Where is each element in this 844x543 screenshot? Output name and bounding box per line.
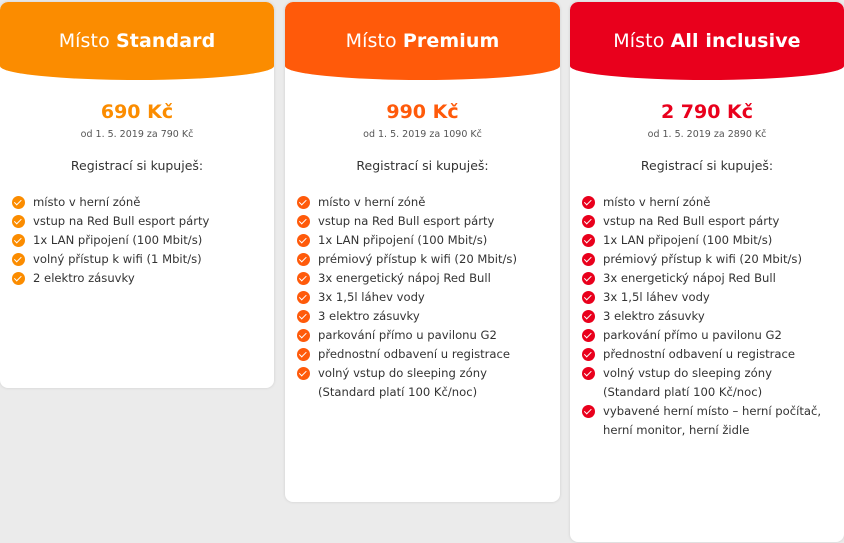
- feature-text: 3 elektro zásuvky: [603, 309, 705, 323]
- check-circle-icon: [582, 367, 595, 380]
- plan-header: [570, 2, 844, 80]
- check-circle-icon: [582, 405, 595, 418]
- plan-old-price: od 1. 5. 2019 za 2890 Kč: [647, 129, 767, 140]
- plan-intro: Registrací si kupuješ:: [356, 158, 489, 173]
- feature-item: [12, 250, 266, 269]
- check-circle-icon: [297, 329, 310, 342]
- feature-item: [297, 326, 552, 345]
- feature-item: [297, 307, 552, 326]
- plan-tier: Premium: [402, 30, 500, 52]
- check-circle-icon: [582, 253, 595, 266]
- check-circle-icon: [297, 348, 310, 361]
- feature-text: vstup na Red Bull esport párty: [318, 214, 495, 228]
- check-circle-icon: [582, 272, 595, 285]
- plan-price: 690 Kč: [100, 101, 174, 123]
- plan-prefix: Místo: [613, 30, 665, 52]
- feature-item: [297, 269, 552, 288]
- feature-item: [582, 231, 836, 250]
- feature-text: místo v herní zóně: [33, 195, 141, 209]
- feature-item: [582, 212, 836, 231]
- feature-text: místo v herní zóně: [318, 195, 426, 209]
- check-circle-icon: [12, 234, 25, 247]
- feature-item: [297, 345, 552, 364]
- feature-text: 3 elektro zásuvky: [318, 309, 420, 323]
- feature-text: místo v herní zóně: [603, 195, 711, 209]
- feature-text: 3x energetický nápoj Red Bull: [318, 271, 491, 285]
- check-circle-icon: [582, 215, 595, 228]
- plan-tier: Standard: [115, 30, 216, 52]
- feature-item: [297, 250, 552, 269]
- plan-old-price: od 1. 5. 2019 za 790 Kč: [80, 129, 194, 140]
- feature-item: [297, 288, 552, 307]
- feature-text: 1x LAN připojení (100 Mbit/s): [318, 233, 488, 247]
- feature-item: [12, 231, 266, 250]
- check-circle-icon: [582, 291, 595, 304]
- feature-text: parkování přímo u pavilonu G2: [318, 328, 497, 342]
- plan-prefix: Místo: [58, 30, 110, 52]
- check-circle-icon: [582, 196, 595, 209]
- check-circle-icon: [297, 291, 310, 304]
- feature-text: 3x energetický nápoj Red Bull: [603, 271, 776, 285]
- check-circle-icon: [297, 196, 310, 209]
- check-circle-icon: [297, 310, 310, 323]
- plan-intro: Registrací si kupuješ:: [640, 158, 774, 173]
- feature-item: [297, 193, 552, 212]
- feature-text: 1x LAN připojení (100 Mbit/s): [33, 233, 203, 247]
- feature-text: přednostní odbavení u registrace: [318, 347, 511, 361]
- feature-text: vstup na Red Bull esport párty: [33, 214, 210, 228]
- check-circle-icon: [12, 196, 25, 209]
- feature-item: [582, 402, 836, 440]
- check-circle-icon: [12, 215, 25, 228]
- check-circle-icon: [12, 253, 25, 266]
- plan-tier: All inclusive: [670, 30, 801, 52]
- feature-list: [570, 193, 844, 440]
- plan-card-premium: [285, 2, 560, 502]
- plan-card-all-inclusive: [570, 2, 844, 542]
- feature-text: prémiový přístup k wifi (20 Mbit/s): [603, 252, 802, 266]
- feature-item: [297, 212, 552, 231]
- check-circle-icon: [582, 310, 595, 323]
- feature-text: prémiový přístup k wifi (20 Mbit/s): [318, 252, 517, 266]
- check-circle-icon: [582, 348, 595, 361]
- check-circle-icon: [297, 234, 310, 247]
- check-circle-icon: [582, 329, 595, 342]
- feature-text: 2 elektro zásuvky: [33, 271, 135, 285]
- feature-text: vybavené herní místo – herní počítač, herní monitor, herní židle: [603, 404, 822, 437]
- check-circle-icon: [297, 253, 310, 266]
- feature-item: [297, 364, 552, 402]
- check-circle-icon: [297, 367, 310, 380]
- feature-text: volný vstup do sleeping zóny (Standard platí 100 Kč/noc): [318, 366, 487, 399]
- check-circle-icon: [297, 215, 310, 228]
- feature-item: [582, 269, 836, 288]
- feature-item: [582, 326, 836, 345]
- feature-text: volný přístup k wifi (1 Mbit/s): [33, 252, 202, 266]
- feature-text: vstup na Red Bull esport párty: [603, 214, 780, 228]
- feature-item: [12, 269, 266, 288]
- check-circle-icon: [297, 272, 310, 285]
- feature-text: 3x 1,5l láhev vody: [603, 290, 710, 304]
- feature-list: [0, 193, 274, 288]
- feature-list: [285, 193, 560, 402]
- feature-item: [582, 193, 836, 212]
- feature-item: [582, 288, 836, 307]
- plan-intro: Registrací si kupuješ:: [70, 158, 204, 173]
- plan-price: 2 790 Kč: [660, 101, 754, 123]
- feature-item: [582, 307, 836, 326]
- check-circle-icon: [12, 272, 25, 285]
- plan-header: [285, 2, 560, 80]
- feature-text: 3x 1,5l láhev vody: [318, 290, 425, 304]
- plan-prefix: Místo: [345, 30, 397, 52]
- check-circle-icon: [582, 234, 595, 247]
- feature-item: [582, 345, 836, 364]
- feature-text: volný vstup do sleeping zóny (Standard platí 100 Kč/noc): [603, 366, 772, 399]
- feature-text: přednostní odbavení u registrace: [603, 347, 796, 361]
- feature-text: 1x LAN připojení (100 Mbit/s): [603, 233, 773, 247]
- plan-price: 990 Kč: [386, 101, 459, 123]
- feature-text: parkování přímo u pavilonu G2: [603, 328, 782, 342]
- plan-old-price: od 1. 5. 2019 za 1090 Kč: [363, 129, 482, 140]
- feature-item: [297, 231, 552, 250]
- feature-item: [582, 364, 836, 402]
- feature-item: [12, 212, 266, 231]
- plan-card-standard: [0, 2, 274, 388]
- feature-item: [12, 193, 266, 212]
- plan-header: [0, 2, 274, 80]
- feature-item: [582, 250, 836, 269]
